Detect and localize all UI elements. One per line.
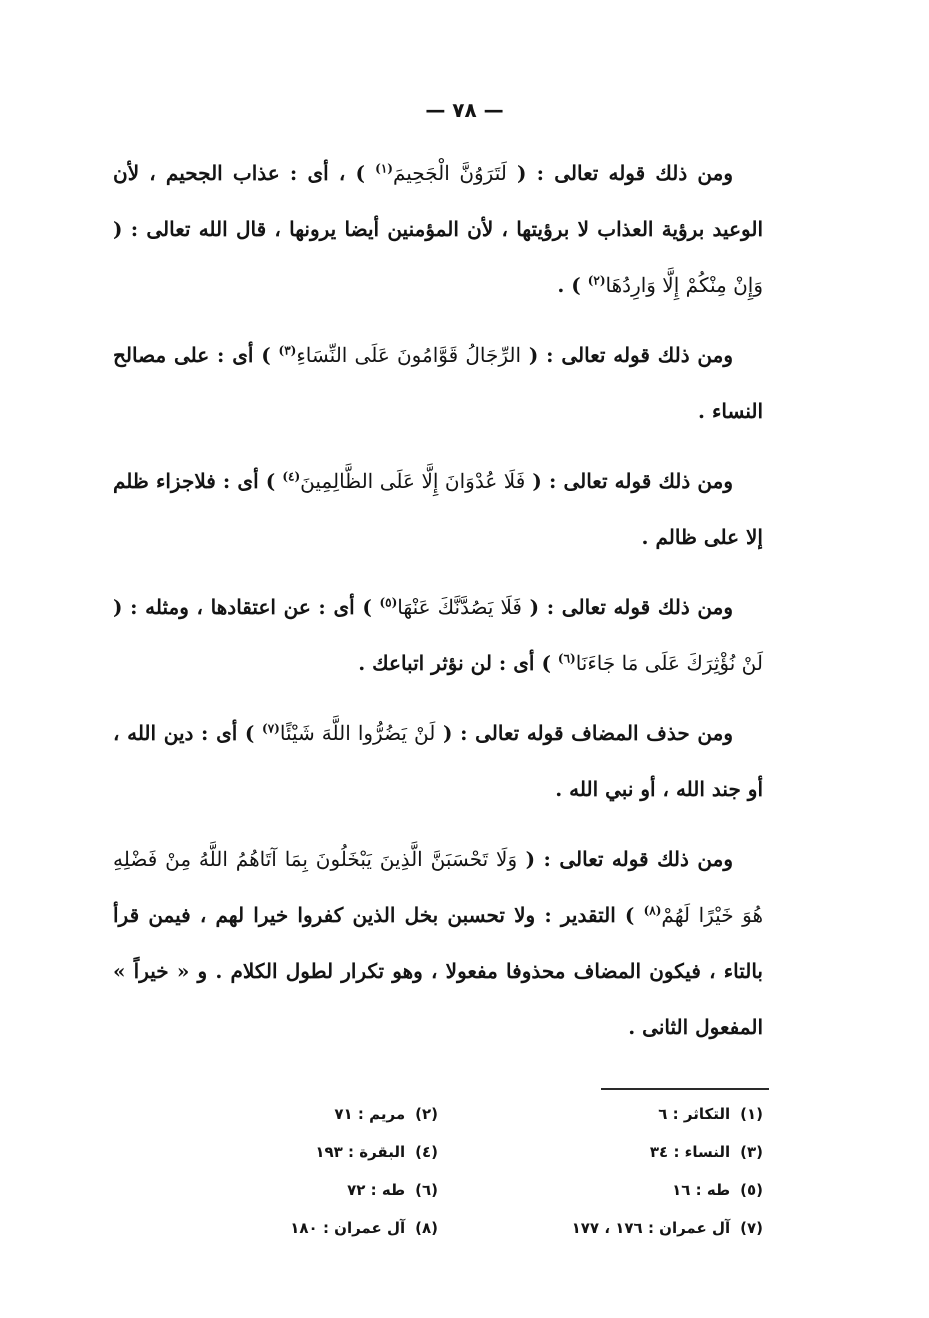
footnote-number: (٣) bbox=[740, 1143, 763, 1161]
footnote-marker: (٣) bbox=[278, 343, 297, 358]
footnote-divider bbox=[601, 1088, 769, 1090]
paragraph-text: ومن ذلك قوله تعالى : ( bbox=[522, 595, 734, 619]
footnote bbox=[478, 1181, 763, 1199]
paragraph bbox=[113, 579, 763, 691]
paragraph-text: ومن ذلك قوله تعالى : ( bbox=[506, 161, 734, 185]
paragraph-text: ) أى : دين الله ، أو جند الله ، أو نبي الله . bbox=[113, 721, 763, 801]
footnote-number: (٢) bbox=[415, 1105, 438, 1123]
footnote-ref: آل عمران : ١٨٠ bbox=[290, 1219, 406, 1237]
footnote bbox=[153, 1105, 438, 1123]
paragraph-text: ومن حذف المضاف قوله تعالى : ( bbox=[435, 721, 734, 745]
footnote bbox=[478, 1143, 763, 1161]
footnote bbox=[478, 1219, 763, 1237]
paragraph-text: ) أى : على مصالح النساء . bbox=[113, 343, 763, 423]
footnotes bbox=[153, 1105, 763, 1237]
footnote-marker: (٨) bbox=[643, 903, 662, 918]
footnote bbox=[478, 1105, 763, 1123]
footnote-number: (١) bbox=[740, 1105, 763, 1123]
footnote-number: (٤) bbox=[415, 1143, 438, 1161]
paragraph-text: ومن ذلك قوله تعالى : ( bbox=[525, 469, 734, 493]
footnote bbox=[153, 1143, 438, 1161]
footnote-ref: التكاثر : ٦ bbox=[658, 1105, 731, 1123]
footnote bbox=[153, 1219, 438, 1237]
paragraph-text: ) التقدير : ولا تحسبن بخل الذين كفروا خيرا لهم ، فيمن قرأ بالتاء ، فيكون المضاف محذوفا مفعولا ، وهو تكرار لطول الكلام . و « خيراً » المفعول الثانى . bbox=[113, 903, 763, 1039]
footnote-ref: طه : ٧٢ bbox=[347, 1181, 406, 1199]
paragraph-text: ومن ذلك قوله تعالى : ( bbox=[521, 343, 734, 367]
page-number: — ٧٨ — bbox=[425, 98, 504, 122]
quran-quote: فَلَا عُدْوَانَ إِلَّا عَلَى الظَّالِمِينَ bbox=[300, 469, 526, 493]
footnote-marker: (٤) bbox=[282, 469, 301, 484]
paragraph bbox=[113, 327, 763, 439]
paragraph-text: ) أى : فلاجزاء ظلم إلا على ظالم . bbox=[113, 469, 763, 549]
footnote-marker: (١) bbox=[375, 161, 393, 176]
quran-quote: لَنْ يَضُرُّوا اللَّهَ شَيْئًا bbox=[279, 721, 436, 745]
paragraph-text: ) أى : عن اعتقادها ، ومثله : ( bbox=[113, 595, 380, 619]
quran-quote: وَإِنْ مِنْكُمْ إِلَّا وَارِدُهَا bbox=[605, 273, 763, 297]
paragraph-text: ومن ذلك قوله تعالى : ( bbox=[517, 847, 733, 871]
paragraph-text: ) أى : لن نؤثر اتباعك . bbox=[358, 651, 558, 675]
quran-quote: فَلَا يَصُدَّنَّكَ عَنْهَا bbox=[397, 595, 522, 619]
footnote-ref: البقرة : ١٩٣ bbox=[315, 1143, 406, 1161]
footnote-ref: آل عمران : ١٧٦ ، ١٧٧ bbox=[571, 1219, 731, 1237]
footnote-number: (٨) bbox=[415, 1219, 438, 1237]
quran-quote: الرِّجَالُ قَوَّامُونَ عَلَى النِّسَاءِ bbox=[296, 343, 522, 367]
paragraph bbox=[113, 705, 763, 817]
quran-quote: وَلَا تَحْسَبَنَّ الَّذِينَ يَبْخَلُونَ بِمَا آتَاهُمُ اللَّهُ مِنْ فَضْلِهِ هُوَ خَيْرًا لَهُمْ bbox=[113, 847, 763, 927]
footnote bbox=[153, 1181, 438, 1199]
footnote-marker: (٧) bbox=[262, 721, 280, 736]
paragraph-text: ) . bbox=[557, 273, 588, 297]
quran-quote: لَتَرَوُنَّ الْجَحِيمَ bbox=[392, 161, 507, 185]
paragraph bbox=[113, 145, 763, 313]
footnote-marker: (٢) bbox=[587, 273, 606, 288]
footnote-marker: (٦) bbox=[557, 651, 576, 666]
footnote-number: (٦) bbox=[415, 1181, 438, 1199]
footnote-marker: (٥) bbox=[379, 595, 398, 610]
footnote-ref: طه : ١٦ bbox=[672, 1181, 731, 1199]
body-text bbox=[113, 145, 763, 1069]
footnote-number: (٥) bbox=[740, 1181, 763, 1199]
footnote-ref: النساء : ٣٤ bbox=[649, 1143, 731, 1161]
paragraph-text: ) ، أى : عذاب الجحيم ، لأن الوعيد برؤية العذاب لا برؤيتها ، لأن المؤمنين أيضا يرونها ، قال الله تعالى : ( bbox=[113, 161, 763, 241]
footnote-number: (٧) bbox=[740, 1219, 763, 1237]
quran-quote: لَنْ نُؤْثِرَكَ عَلَى مَا جَاءَنَا bbox=[575, 651, 763, 675]
paragraph bbox=[113, 453, 763, 565]
footnote-ref: مريم : ٧١ bbox=[334, 1105, 406, 1123]
paragraph bbox=[113, 831, 763, 1055]
